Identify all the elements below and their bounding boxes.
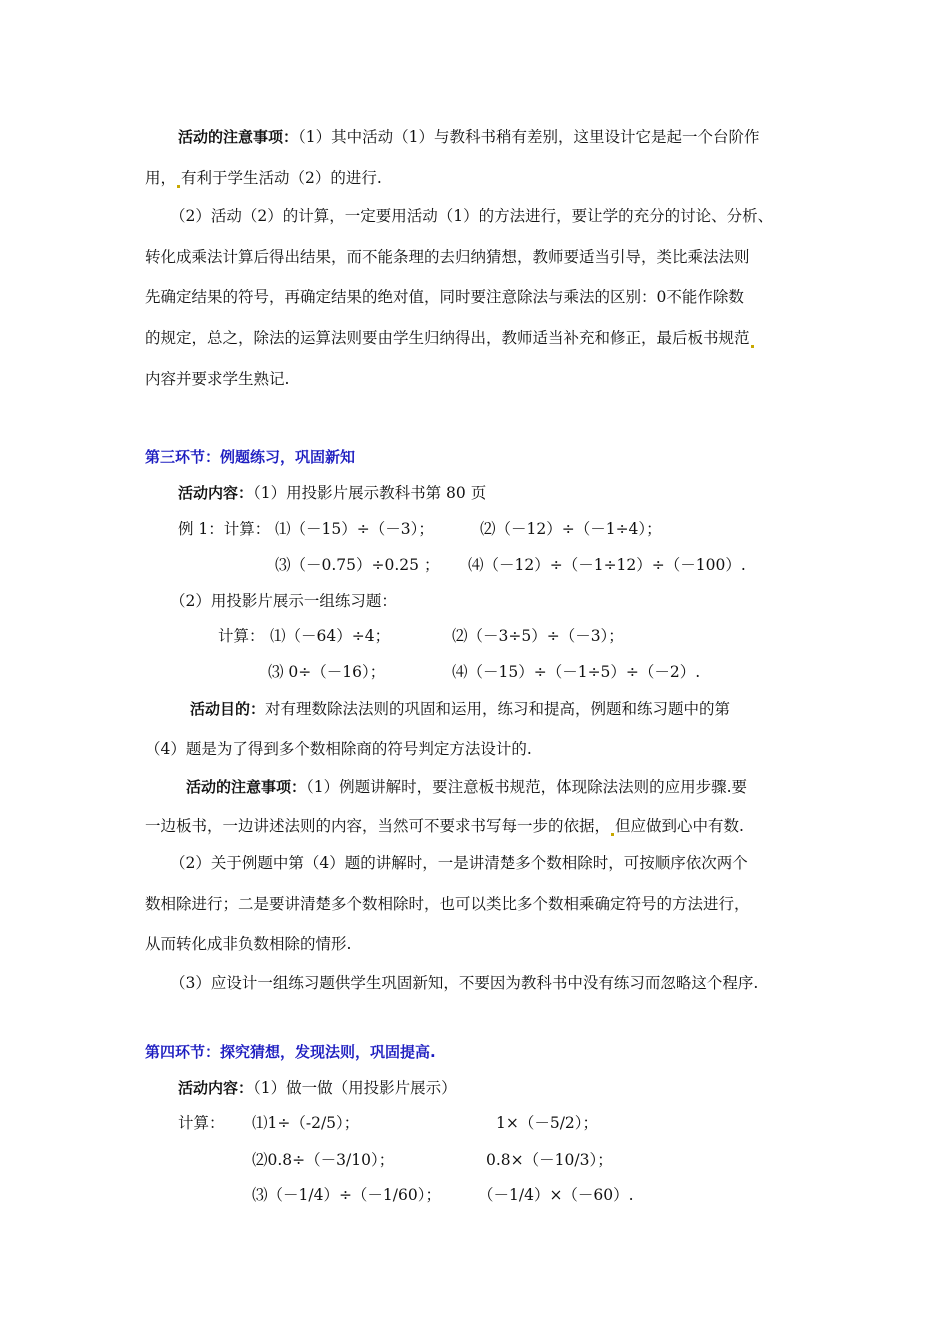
notes-label: 活动的注意事项： xyxy=(178,128,299,146)
content-text: （1）用投影片展示教科书第 80 页 xyxy=(253,484,487,502)
notes-paragraph-2-line-5: 内容并要求学生熟记. xyxy=(145,370,290,388)
practice-label: 计算： xyxy=(218,627,265,645)
notes-text: （1）其中活动（1）与教科书稍有差别，这里设计它是起一个台阶作 xyxy=(298,128,760,146)
notes-paragraph-1-cont xyxy=(145,167,382,189)
practice-intro: （2）用投影片展示一组练习题： xyxy=(170,592,397,610)
purpose-paragraph xyxy=(190,698,730,720)
notes-paragraph-2-line-4 xyxy=(145,327,755,349)
notes-paragraph-1 xyxy=(178,126,760,148)
calc-item-1-right: 1×（－5/2）； xyxy=(496,1114,599,1132)
notes-text: （1）例题讲解时，要注意板书规范，体现除法法则的应用步骤.要 xyxy=(306,778,748,796)
calc-item-2-right: 0.8×（－10/3）； xyxy=(486,1151,613,1169)
sec3-notes-line-2 xyxy=(145,815,744,837)
purpose-text: 对有理数除法法则的巩固和运用，练习和提高，例题和练习题中的第 xyxy=(265,700,731,718)
text-fragment: 的规定，总之，除法的运算法则要由学生归纳得出，教师适当补充和修正，最后板书规范 xyxy=(145,329,750,347)
anchor-mark-icon xyxy=(177,185,180,188)
practice-item-2: ⑵（－3÷5）÷（－3）； xyxy=(452,627,624,645)
sec4-activity-content xyxy=(178,1077,457,1099)
content-text: （1）做一做（用投影片展示） xyxy=(253,1079,457,1097)
practice-item-3: ⑶ 0÷（－16）； xyxy=(268,663,386,681)
sec3-notes-line-6: （3）应设计一组练习题供学生巩固新知，不要因为教科书中没有练习而忽略这个程序. xyxy=(170,974,759,992)
example-item-4: ⑷（－12）÷（－1÷12）÷（－100）. xyxy=(468,556,746,574)
example-item-2: ⑵（－12）÷（－1÷4）； xyxy=(480,520,662,538)
purpose-paragraph-cont: （4）题是为了得到多个数相除商的符号判定方法设计的. xyxy=(145,740,532,758)
sec3-notes-line-3: （2）关于例题中第（4）题的讲解时，一是讲清楚多个数相除时，可按顺序依次两个 xyxy=(170,854,748,872)
example-label: 例 1：计算： xyxy=(178,520,271,538)
section-4-heading: 第四环节：探究猜想，发现法则，巩固提高. xyxy=(145,1043,436,1061)
calc-label: 计算： xyxy=(178,1114,225,1132)
purpose-label: 活动目的： xyxy=(190,700,266,718)
practice-item-1: ⑴（－64）÷4； xyxy=(270,627,391,645)
notes-paragraph-2-line-3: 先确定结果的符号，再确定结果的绝对值，同时要注意除法与乘法的区别：0不能作除数 xyxy=(145,288,744,306)
sec3-notes-line-4: 数相除进行；二是要讲清楚多个数相除时，也可以类比多个数相乘确定符号的方法进行， xyxy=(145,895,750,913)
text-fragment: 有利于学生活动（2）的进行. xyxy=(181,169,382,187)
notes-label: 活动的注意事项： xyxy=(186,778,307,796)
sec3-activity-content xyxy=(178,482,486,504)
calc-item-3-left: ⑶（－1/4）÷（－1/60）； xyxy=(252,1186,441,1204)
sec3-notes-paragraph xyxy=(186,776,747,798)
content-label: 活动内容： xyxy=(178,484,254,502)
anchor-mark-icon xyxy=(751,345,754,348)
practice-item-4: ⑷（－15）÷（－1÷5）÷（－2）. xyxy=(452,663,701,681)
calc-item-1-left: ⑴1÷（-2/5）； xyxy=(252,1114,360,1132)
sec3-notes-line-5: 从而转化成非负数相除的情形. xyxy=(145,935,352,953)
section-3-heading: 第三环节：例题练习，巩固新知 xyxy=(145,448,356,466)
content-label: 活动内容： xyxy=(178,1079,254,1097)
anchor-mark-icon xyxy=(611,833,614,836)
calc-item-3-right: （－1/4）×（－60）. xyxy=(478,1186,634,1204)
example-item-1: ⑴（－15）÷（－3）； xyxy=(275,520,434,538)
text-fragment: 用， xyxy=(145,169,177,187)
text-fragment: 一边板书，一边讲述法则的内容，当然可不要求书写每一步的依据， xyxy=(145,817,611,835)
notes-paragraph-2-line-1: （2）活动（2）的计算，一定要用活动（1）的方法进行，要让学的充分的讨论、分析、 xyxy=(170,207,774,225)
notes-paragraph-2-line-2: 转化成乘法计算后得出结果，而不能条理的去归纳猜想，教师要适当引导，类比乘法法则 xyxy=(145,248,750,266)
text-fragment: 但应做到心中有数. xyxy=(615,817,744,835)
example-item-3: ⑶（－0.75）÷0.25 ； xyxy=(275,556,440,574)
calc-item-2-left: ⑵0.8÷（－3/10）； xyxy=(252,1151,395,1169)
